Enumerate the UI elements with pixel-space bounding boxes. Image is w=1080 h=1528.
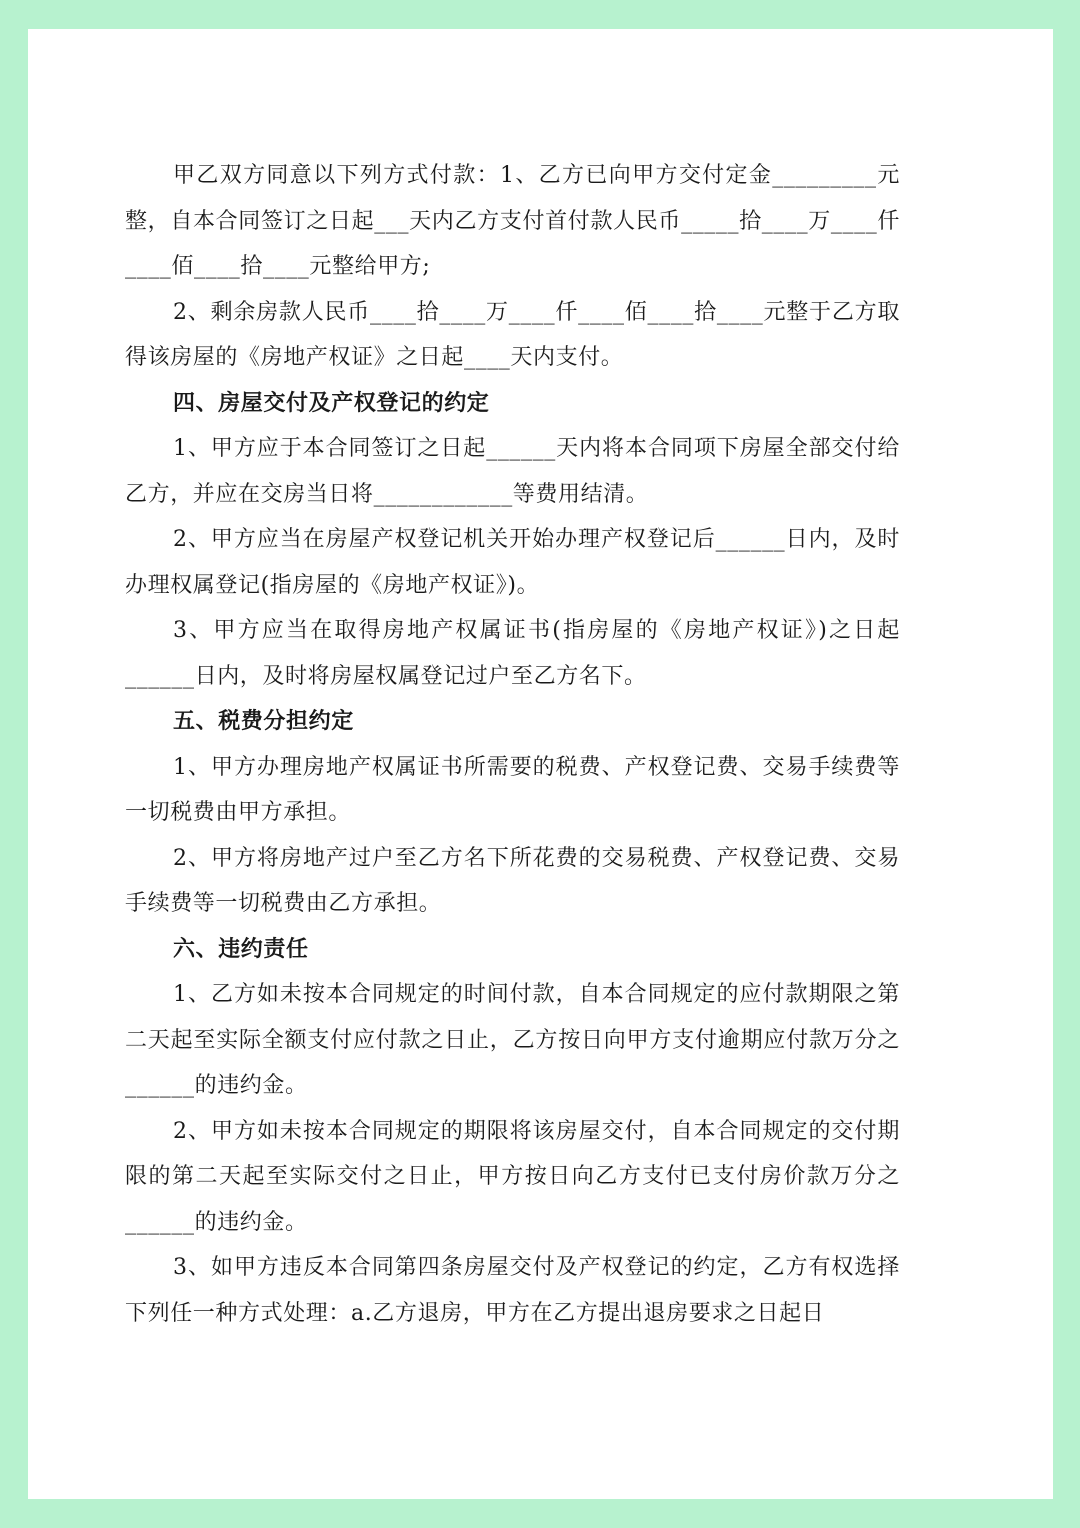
section-heading-delivery: 四、房屋交付及产权登记的约定: [173, 389, 490, 416]
tax-clause-2: 2、甲方将房地产过户至乙方名下所花费的交易税费、产权登记费、交易手续费等一切税费由乙方承担。: [125, 845, 900, 916]
section-heading-taxes: 五、税费分担约定: [173, 708, 354, 734]
delivery-clause-2: 2、甲方应当在房屋产权登记机关开始办理产权登记后______日内，及时办理权属登记(指房屋的《房地产权证》)。: [125, 527, 900, 598]
section-heading-liability: 六、违约责任: [173, 935, 309, 962]
liability-clause-3: 3、如甲方违反本合同第四条房屋交付及产权登记的约定，乙方有权选择下列任一种方式处理：a.乙方退房，甲方在乙方提出退房要求之日起日: [125, 1255, 900, 1326]
remaining-payment-paragraph: 2、剩余房款人民币____拾____万____仟____佰____拾____元整于乙方取得该房屋的《房地产权证》之日起____天内支付。: [125, 299, 900, 370]
delivery-clause-3: 3、甲方应当在取得房地产权属证书(指房屋的《房地产权证》)之日起______日内，及时将房屋权属登记过户至乙方名下。: [125, 618, 900, 689]
liability-clause-2: 2、甲方如未按本合同规定的期限将该房屋交付，自本合同规定的交付期限的第二天起至实际交付之日止，甲方按日向乙方支付已支付房价款万分之______的违约金。: [125, 1118, 900, 1235]
payment-method-paragraph: 甲乙双方同意以下列方式付款：1、乙方已向甲方交付定金_________元整，自本合同签订之日起___天内乙方支付首付款人民币_____拾____万____仟____佰____拾____元整给甲方;: [125, 163, 900, 279]
tax-clause-1: 1、甲方办理房地产权属证书所需要的税费、产权登记费、交易手续费等一切税费由甲方承担。: [125, 754, 900, 825]
document-body: [125, 153, 900, 1336]
delivery-clause-1: 1、甲方应于本合同签订之日起______天内将本合同项下房屋全部交付给乙方，并应在交房当日将____________等费用结清。: [125, 436, 900, 507]
liability-clause-1: 1、乙方如未按本合同规定的时间付款，自本合同规定的应付款期限之第二天起至实际全额支付应付款之日止，乙方按日向甲方支付逾期应付款万分之______的违约金。: [125, 982, 900, 1098]
